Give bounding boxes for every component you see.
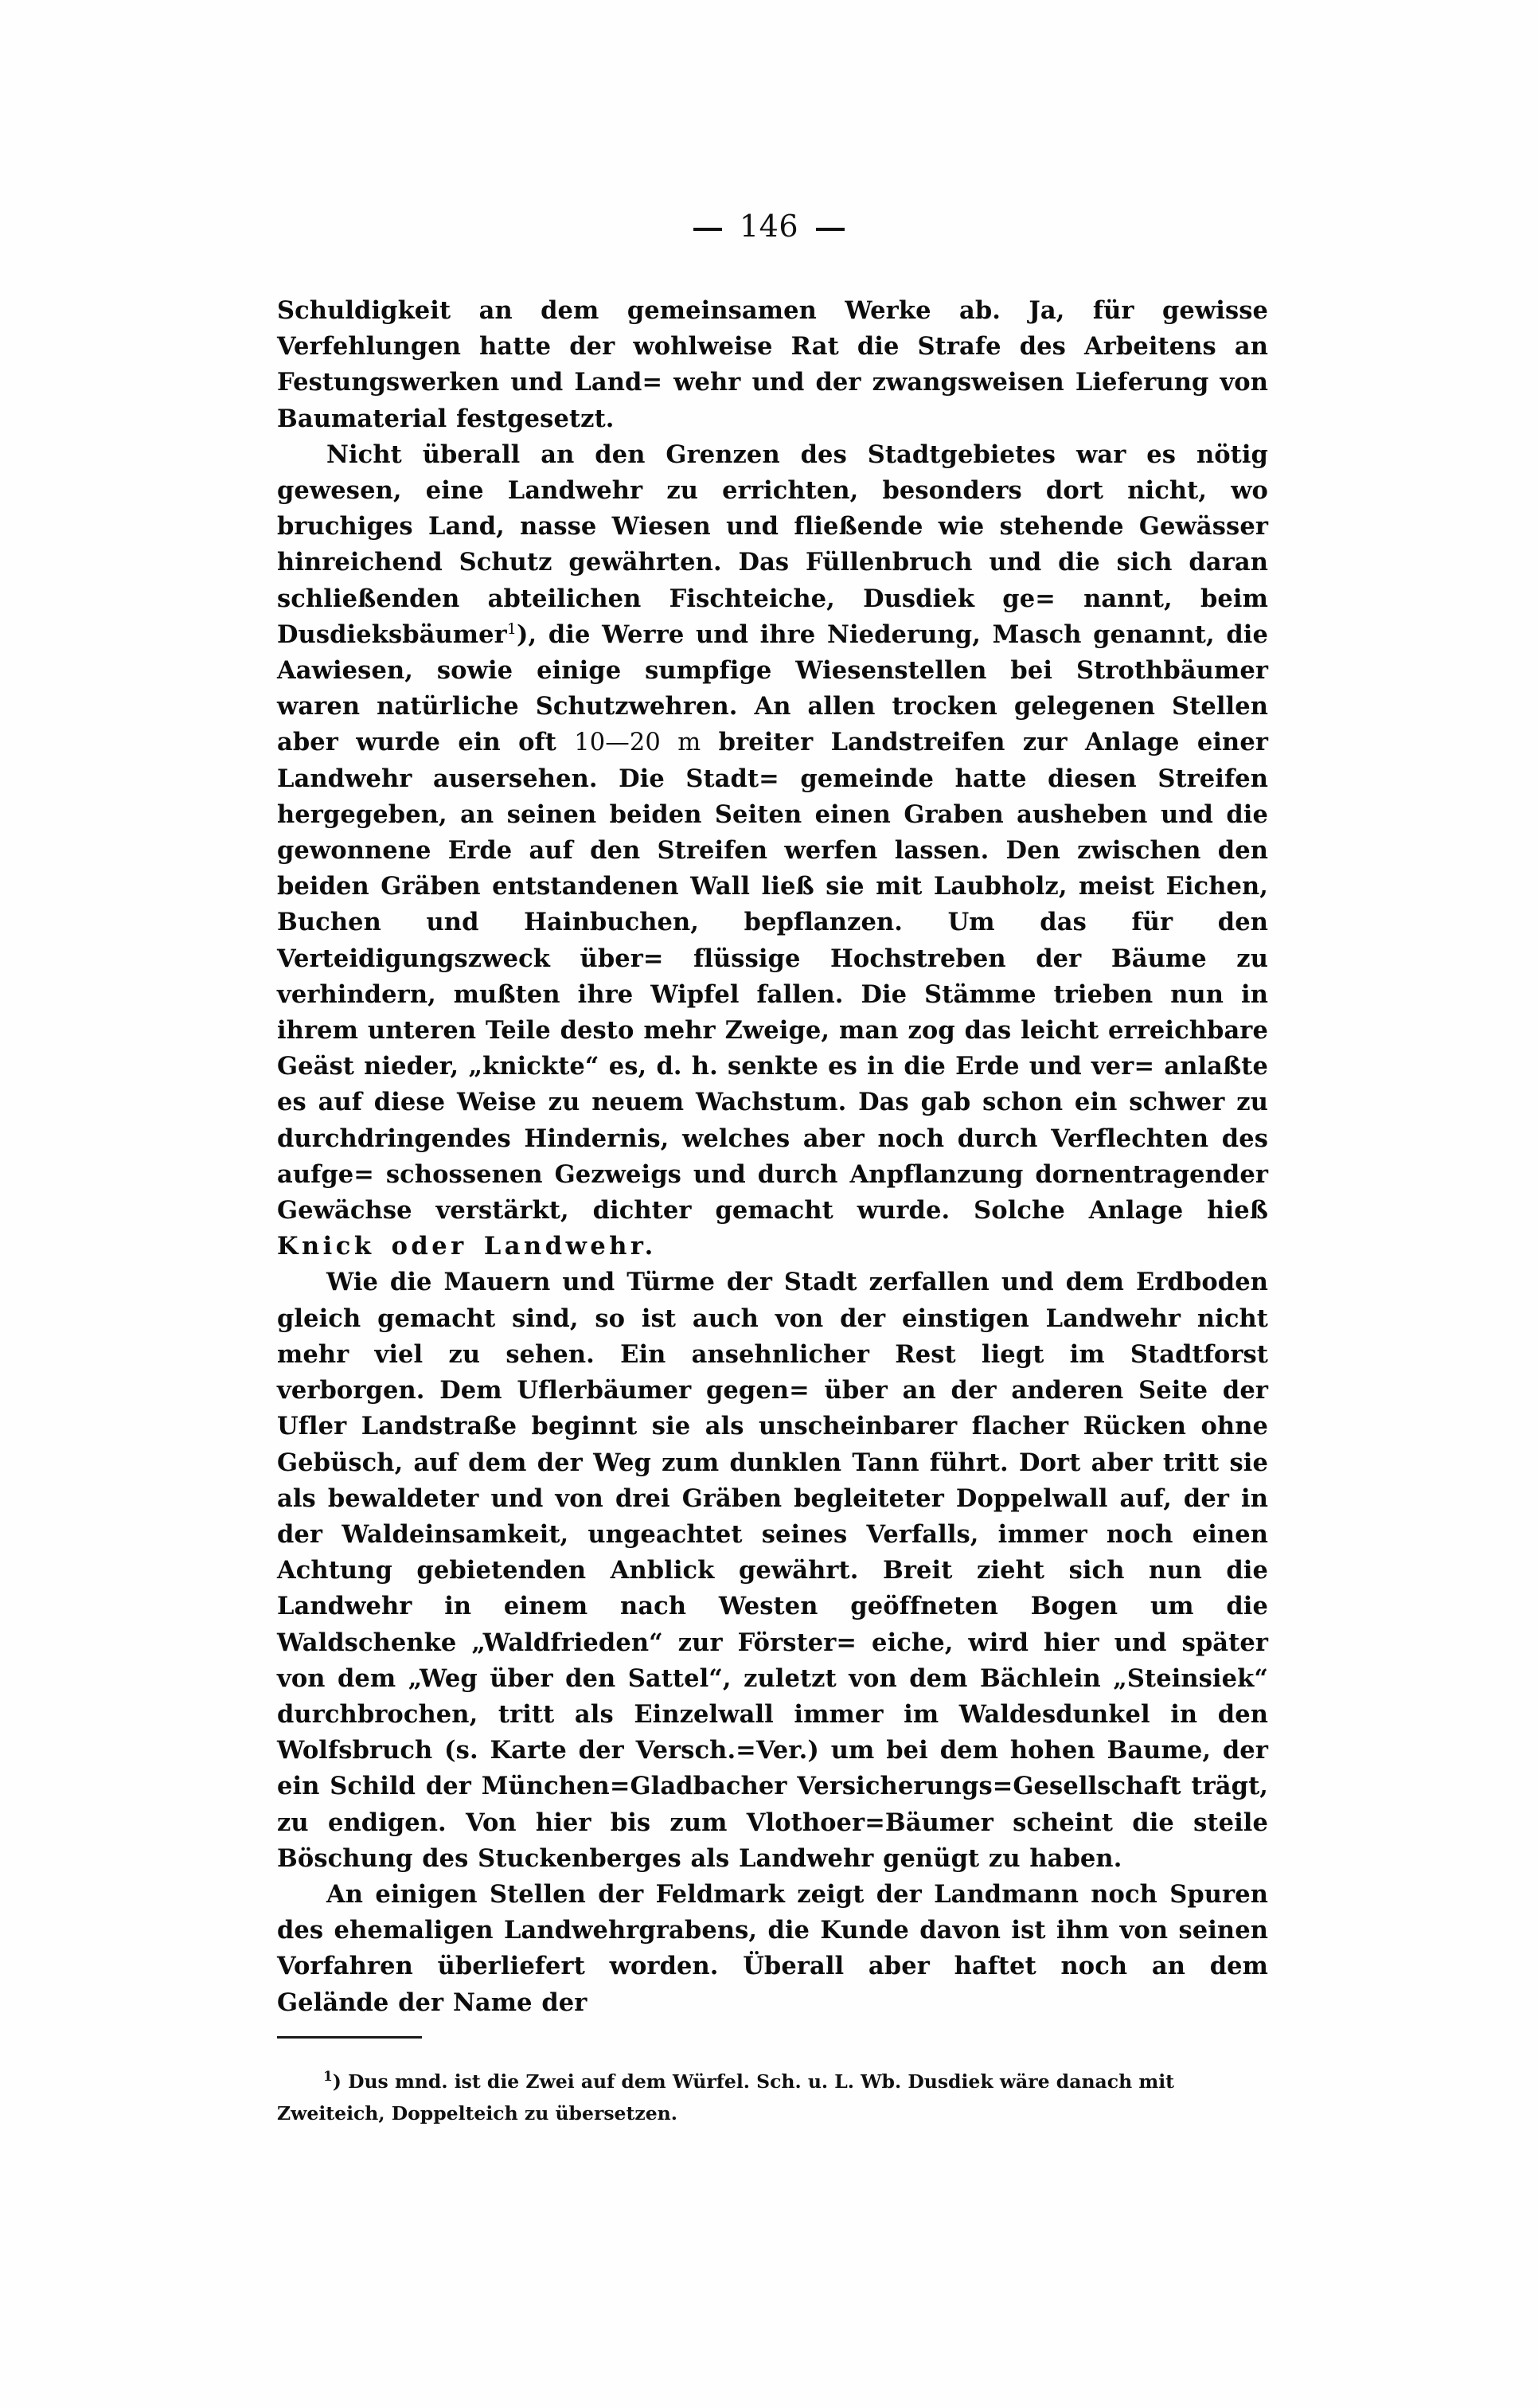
emphasis-knick-oder-landwehr: Knick oder Landwehr. (277, 1232, 657, 1261)
footnote-reference-1[interactable]: 1 (506, 620, 517, 638)
paragraph-4 (277, 1877, 1268, 2021)
footnote-marker-1: 1 (323, 2068, 333, 2085)
page-header (0, 209, 1538, 244)
folio-dash-right (816, 228, 845, 231)
paragraph-4-text: An einigen Stellen der Feldmark zeigt der Landmann noch Spuren des ehemaligen Landwehrgrabens, die Kunde davon ist ihm von seinen Vorfahren überliefert worden. Überall aber haftet noch an dem Gelände der Name der (277, 1879, 1268, 2017)
paragraph-2-segment-b: ), die Werre und ihre Niederung, Masch genannt, die Aawiesen, sowie einige sumpfige Wiesenstellen bei Strothbäumer waren natürliche Schutzwehren. An allen trocken gelegenen Stellen aber wurde ein oft (277, 620, 1268, 757)
paragraph-2-segment-a: Nicht überall an den Grenzen des Stadtgebietes war es nötig gewesen, eine Landwehr zu errichten, besonders dort nicht, wo bruchiges Land, nasse Wiesen und fließende wie stehende Gewässer hinreichend Schutz gewährten. Das Füllenbruch und die sich daran schließenden abteilichen Fischteiche, Dusdiek ge= nannt, beim Dusdieksbäumer (277, 440, 1268, 649)
footnote-line-1 (277, 2066, 1268, 2097)
paragraph-2 (277, 437, 1268, 1265)
measurement-roman-run: 10—20 m (574, 729, 701, 757)
paragraph-3 (277, 1265, 1268, 1876)
paragraph-3-text: Wie die Mauern und Türme der Stadt zerfallen und dem Erdboden gleich gemacht sind, so ist auch von der einstigen Landwehr nicht mehr viel zu sehen. Ein ansehnlicher Rest liegt im Stadtforst verborgen. Dem Uflerbäumer gegen= über an der anderen Seite der Ufler Landstraße beginnt sie als unscheinbarer flacher Rücken ohne Gebüsch, auf dem der Weg zum dunklen Tann führt. Dort aber tritt sie als bewaldeter und von drei Gräben begleiteter Doppelwall auf, der in der Waldeinsamkeit, ungeachtet seines Verfalls, immer noch einen Achtung gebietenden Anblick gewährt. Breit zieht sich nun die Landwehr in einem nach Westen geöffneten Bogen um die Waldschenke „Waldfrieden“ zur Förster= eiche, wird hier und später von dem „Weg über den Sattel“, zuletzt von dem Bächlein „Steinsiek“ durchbrochen, tritt als Einzelwall immer im Waldesdunkel in den Wolfsbruch (s. Karte der Versch.=Ver.) um bei dem hohen Baume, der ein Schild der München=Gladbacher Versicherungs=Gesellschaft trägt, zu endigen. Von hier bis zum Vlothoer=Bäumer scheint die steile Böschung des Stuckenberges als Landwehr genügt zu haben. (277, 1268, 1268, 1873)
footnote-line-2: Zweiteich, Doppelteich zu übersetzen. (277, 2102, 677, 2125)
footnote-line-1-text: ) Dus mnd. ist die Zwei auf dem Würfel. Sch. u. L. Wb. Dusdiek wäre danach mit (332, 2070, 1174, 2093)
footnote-separator-rule (277, 2036, 422, 2039)
footnote-block (277, 2066, 1268, 2129)
body-text (277, 293, 1268, 2021)
page-number: 146 (739, 209, 799, 244)
folio-dash-left (693, 228, 722, 231)
paragraph-1-text: Schuldigkeit an dem gemeinsamen Werke ab. Ja, für gewisse Verfehlungen hatte der wohlweise Rat die Strafe des Arbeitens an Festungswerken und Land= wehr und der zwangsweisen Lieferung von Baumaterial festgesetzt. (277, 296, 1268, 433)
paragraph-1 (277, 293, 1268, 437)
paragraph-2-segment-c: breiter Landstreifen zur Anlage einer Landwehr ausersehen. Die Stadt= gemeinde hatte diesen Streifen hergegeben, an seinen beiden Seiten einen Graben ausheben und die gewonnene Erde auf den Streifen werfen lassen. Den zwischen den beiden Gräben entstandenen Wall ließ sie mit Laubholz, meist Eichen, Buchen und Hainbuchen, bepflanzen. Um das für den Verteidigungszweck über= flüssige Hochstreben der Bäume zu verhindern, mußten ihre Wipfel fallen. Die Stämme trieben nun in ihrem unteren Teile desto mehr Zweige, man zog das leicht erreichbare Geäst nieder, „knickte“ es, d. h. senkte es in die Erde und ver= anlaßte es auf diese Weise zu neuem Wachstum. Das gab schon ein schwer zu durchdringendes Hindernis, welches aber noch durch Verflechten des aufge= schossenen Gezweigs und durch Anpflanzung dornentragender Gewächse verstärkt, dichter gemacht wurde. Solche Anlage hieß (277, 728, 1269, 1226)
